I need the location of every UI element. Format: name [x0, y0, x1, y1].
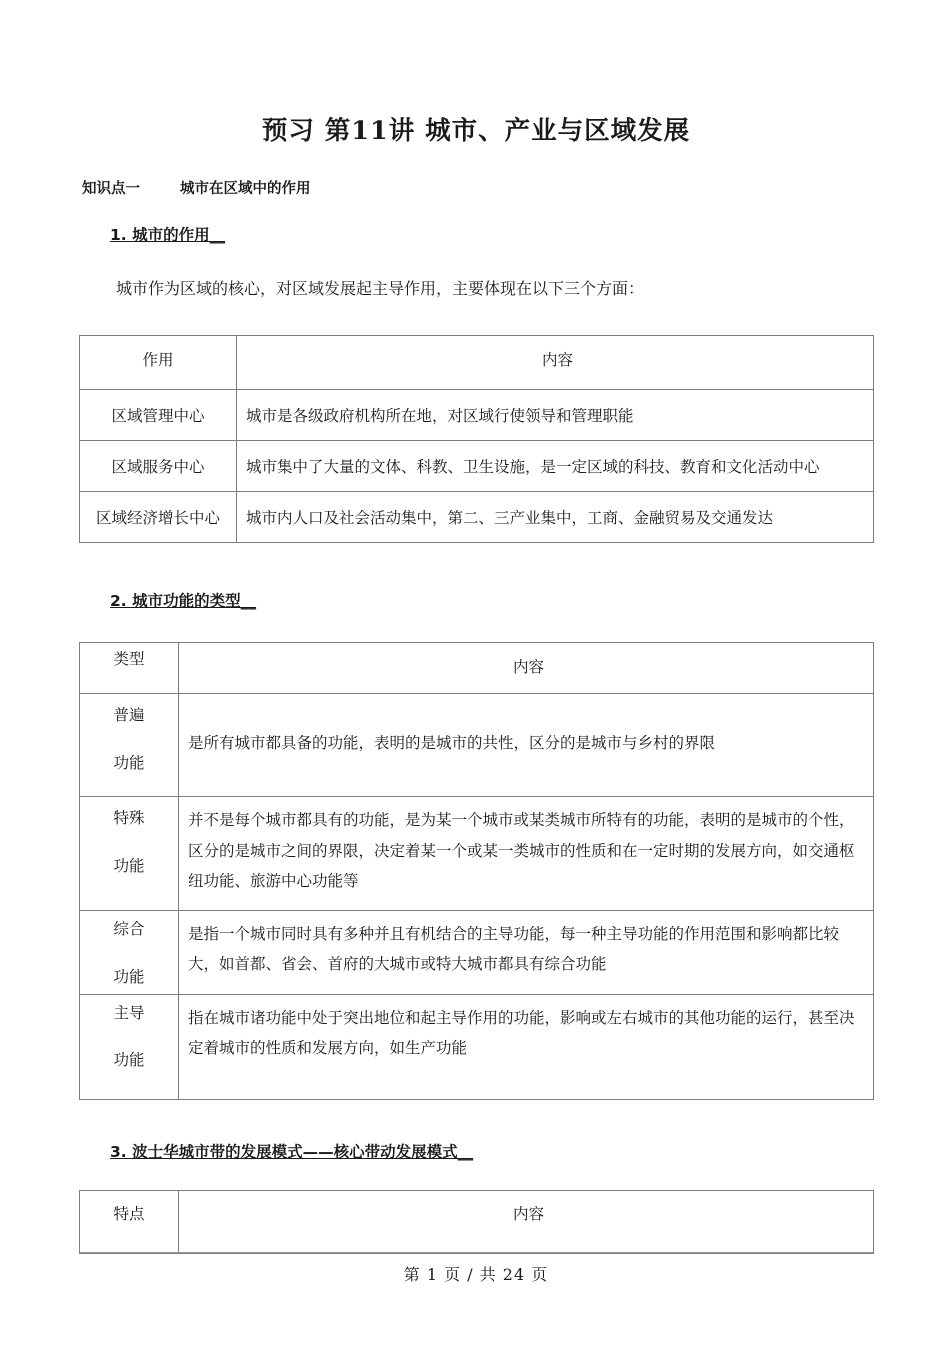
- table-cell-content: 城市内人口及社会活动集中，第二、三产业集中，工商、金融贸易及交通发达: [237, 491, 874, 542]
- page-footer: [0, 1252, 952, 1285]
- table-cell-label: 区域经济增长中心: [80, 491, 237, 542]
- table-boswash-development-model: [79, 1190, 874, 1254]
- table-city-roles: [79, 335, 874, 543]
- table-cell-content: 是所有城市都具备的功能，表明的是城市的共性，区分的是城市与乡村的界限: [179, 694, 874, 797]
- table-cell-content: 是指一个城市同时具有多种并且有机结合的主导功能，每一种主导功能的作用范围和影响都比较大，如首都、省会、首府的大城市或特大城市都具有综合功能: [179, 911, 874, 994]
- knowledge-point-name: 城市在区域中的作用: [180, 180, 311, 197]
- table-row: [80, 797, 874, 911]
- table-header-cell-feature: 特点: [80, 1190, 179, 1253]
- table-header-cell-type: 类型: [80, 643, 179, 694]
- page-title: 预习 第11讲 城市、产业与区域发展: [261, 116, 691, 146]
- table-row: [80, 994, 874, 1099]
- table-city-function-types: [79, 642, 874, 1100]
- table-row: [80, 389, 874, 440]
- knowledge-point-label: 知识点一: [82, 180, 140, 197]
- table-header-row: [80, 643, 874, 694]
- section-heading-1: 1. 城市的作用__: [110, 225, 226, 244]
- table-cell-label: 综合 功能: [80, 911, 179, 994]
- table-header-cell-content: 内容: [237, 335, 874, 389]
- table-cell-label: 普遍 功能: [80, 694, 179, 797]
- table-row: [80, 440, 874, 491]
- table-cell-content: 城市是各级政府机构所在地，对区域行使领导和管理职能: [237, 389, 874, 440]
- section-heading-3: 3. 波士华城市带的发展模式——核心带动发展模式__: [110, 1143, 474, 1162]
- knowledge-point-header: [0, 147, 952, 199]
- table-cell-label: 区域服务中心: [80, 440, 237, 491]
- table-row: [80, 911, 874, 994]
- table-cell-content: 指在城市诸功能中处于突出地位和起主导作用的功能，影响或左右城市的其他功能的运行，甚至决定着城市的性质和发展方向，如生产功能: [179, 994, 874, 1099]
- table-header-cell-content: 内容: [179, 1190, 874, 1253]
- page-number: 第 1 页 / 共 24 页: [403, 1265, 549, 1284]
- table-header-row: [80, 1190, 874, 1253]
- section-1-intro-paragraph: 城市作为区域的核心，对区域发展起主导作用，主要体现在以下三个方面：: [116, 278, 645, 298]
- table-cell-content: 并不是每个城市都具有的功能，是为某一个城市或某类城市所特有的功能，表明的是城市的个性，区分的是城市之间的界限，决定着某一个或某一类城市的性质和在一定时期的发展方向，如交通枢纽功能、旅游中心功能等: [179, 797, 874, 911]
- table-header-cell-role: 作用: [80, 335, 237, 389]
- table-cell-label: 特殊 功能: [80, 797, 179, 911]
- table-row: [80, 491, 874, 542]
- table-cell-label: 区域管理中心: [80, 389, 237, 440]
- table-cell-label: 主导 功能: [80, 994, 179, 1099]
- table-header-cell-content: 内容: [179, 643, 874, 694]
- table-row: [80, 694, 874, 797]
- table-cell-content: 城市集中了大量的文体、科教、卫生设施，是一定区域的科技、教育和文化活动中心: [237, 440, 874, 491]
- footer-divider: [79, 1252, 873, 1253]
- table-header-row: [80, 335, 874, 389]
- section-heading-2: 2. 城市功能的类型__: [110, 591, 257, 610]
